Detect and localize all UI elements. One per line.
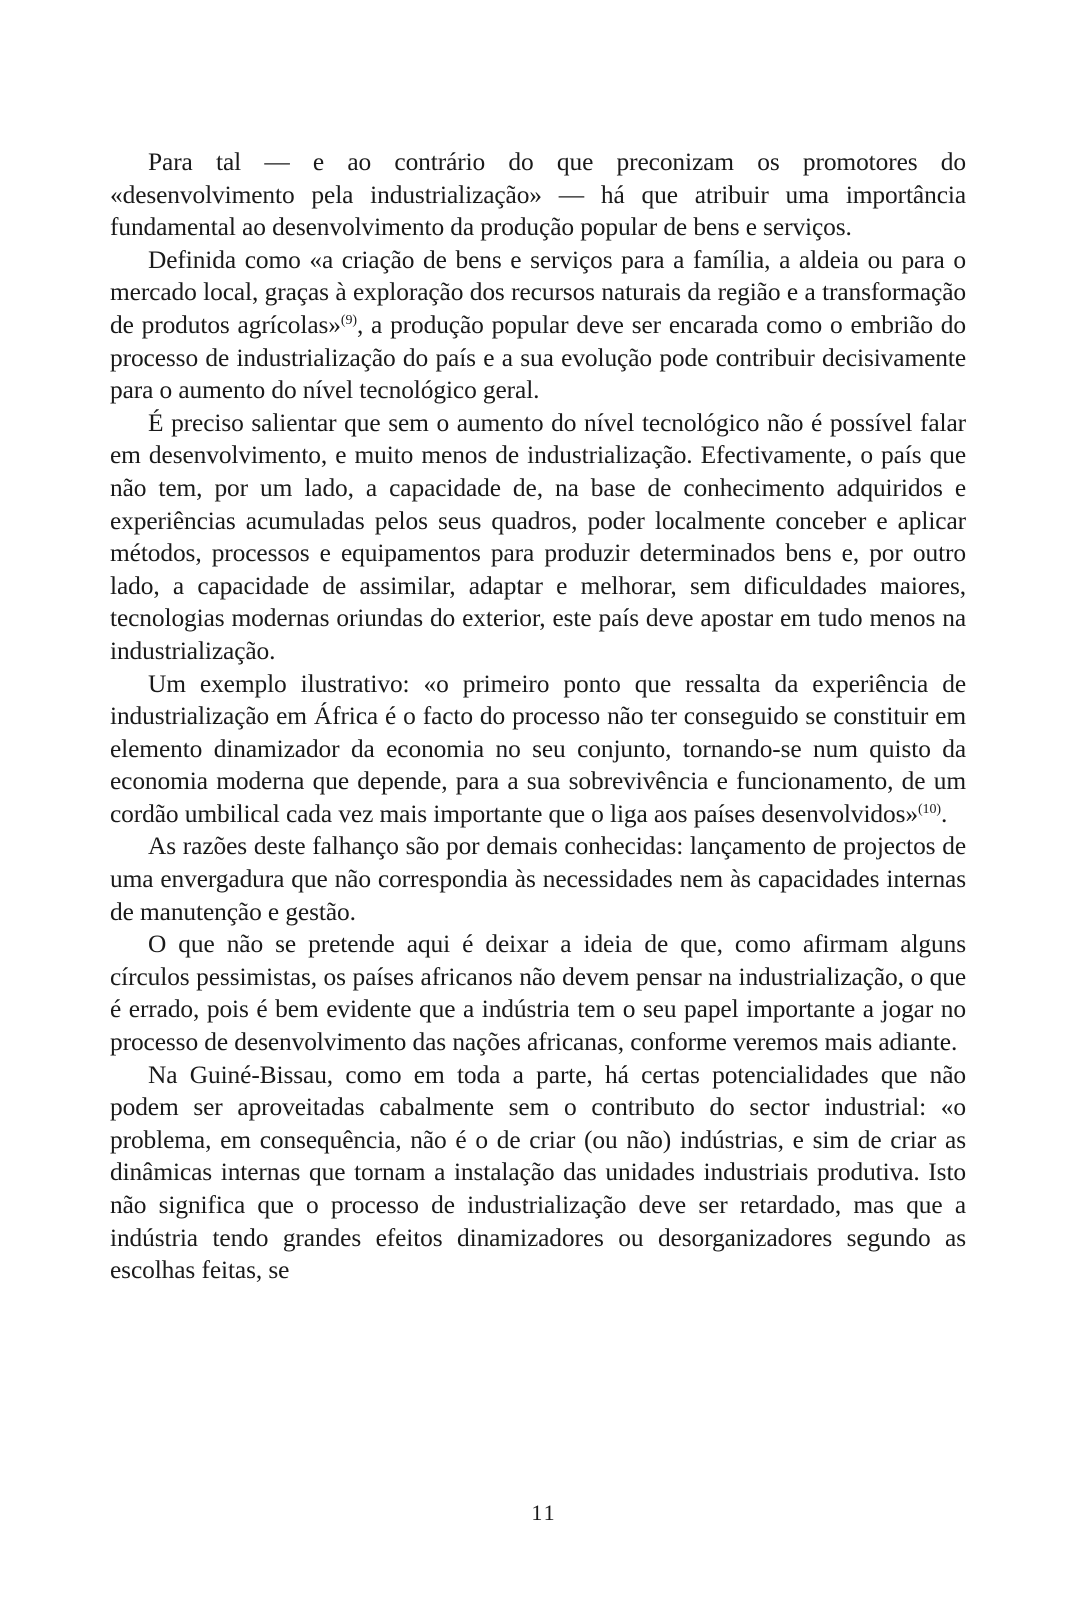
- paragraph-text: O que não se pretende aqui é deixar a ideia de que, como afirmam alguns círculos pessimistas, os países africanos não devem pensar na industrialização, o que é errado, pois é bem evidente que a indústria tem o seu papel importante a jogar no processo de desenvolvimento das nações africanas, conforme veremos mais adiante.: [110, 930, 966, 1057]
- paragraph-7: [110, 1059, 966, 1287]
- paragraph-2: [110, 244, 966, 407]
- footnote-ref-10: (10): [918, 801, 941, 817]
- paragraph-3: [110, 407, 966, 668]
- paragraph-text: Definida como «a criação de bens e serviços para a família, a aldeia ou para o mercado local, graças à exploração dos recursos naturais da região e a transformação de produtos agrícolas»: [110, 245, 966, 339]
- paragraph-6: [110, 928, 966, 1058]
- paragraph-text: Para tal — e ao contrário do que preconizam os promotores do «desenvolvimento pela industrialização» — há que atribuir uma importância fundamental ao desenvolvimento da produção popular de bens e serviços.: [110, 148, 966, 242]
- paragraph-text: É preciso salientar que sem o aumento do nível tecnológico não é possível falar em desenvolvimento, e muito menos de industrialização. Efectivamente, o país que não tem, por um lado, a capacidade de, na base de conhecimento adquiridos e experiências acumuladas pelos seus quadros, poder localmente conceber e aplicar métodos, processos e equipamentos para produzir determinados bens e, por outro lado, a capacidade de assimilar, adaptar e melhorar, sem dificuldades maiores, tecnologias modernas oriundas do exterior, este país deve apostar em tudo menos na industrialização.: [110, 408, 966, 665]
- footnote-ref-9: (9): [340, 312, 357, 328]
- paragraph-5: [110, 830, 966, 928]
- paragraph-text: Na Guiné-Bissau, como em toda a parte, há certas potencialidades que não podem ser aproveitadas cabalmente sem o contributo do sector industrial: «o problema, em consequência, não é o de criar (ou não) indústrias, e sim de criar as dinâmicas internas que tornam a instalação das unidades industriais produtiva. Isto não significa que o processo de industrialização deve ser retardado, mas que a indústria tendo grandes efeitos dinamizadores ou desorganizadores segundo as escolhas feitas, se: [110, 1060, 966, 1285]
- paragraph-text-continued: .: [940, 799, 948, 828]
- paragraph-text: As razões deste falhanço são por demais conhecidas: lançamento de projectos de uma envergadura que não correspondia às necessidades nem às capacidades internas de manutenção e gestão.: [110, 832, 966, 926]
- paragraph-4: [110, 668, 966, 831]
- page-number: 11: [531, 1500, 557, 1525]
- paragraph-text: Um exemplo ilustrativo: «o primeiro ponto que ressalta da experiência de industrialização em África é o facto do processo não ter conseguido se constituir em elemento dinamizador da economia no seu conjunto, tornando-se num quisto da economia moderna que depende, para a sua sobrevivência e funcionamento, de um cordão umbilical cada vez mais importante que o liga aos países desenvolvidos»: [110, 669, 966, 828]
- paragraph-text-continued: , a produção popular deve ser encarada como o embrião do processo de industrialização do país e a sua evolução pode contribuir decisivamente para o aumento do nível tecnológico geral.: [110, 310, 966, 405]
- page-body: [110, 146, 966, 1287]
- paragraph-1: [110, 146, 966, 244]
